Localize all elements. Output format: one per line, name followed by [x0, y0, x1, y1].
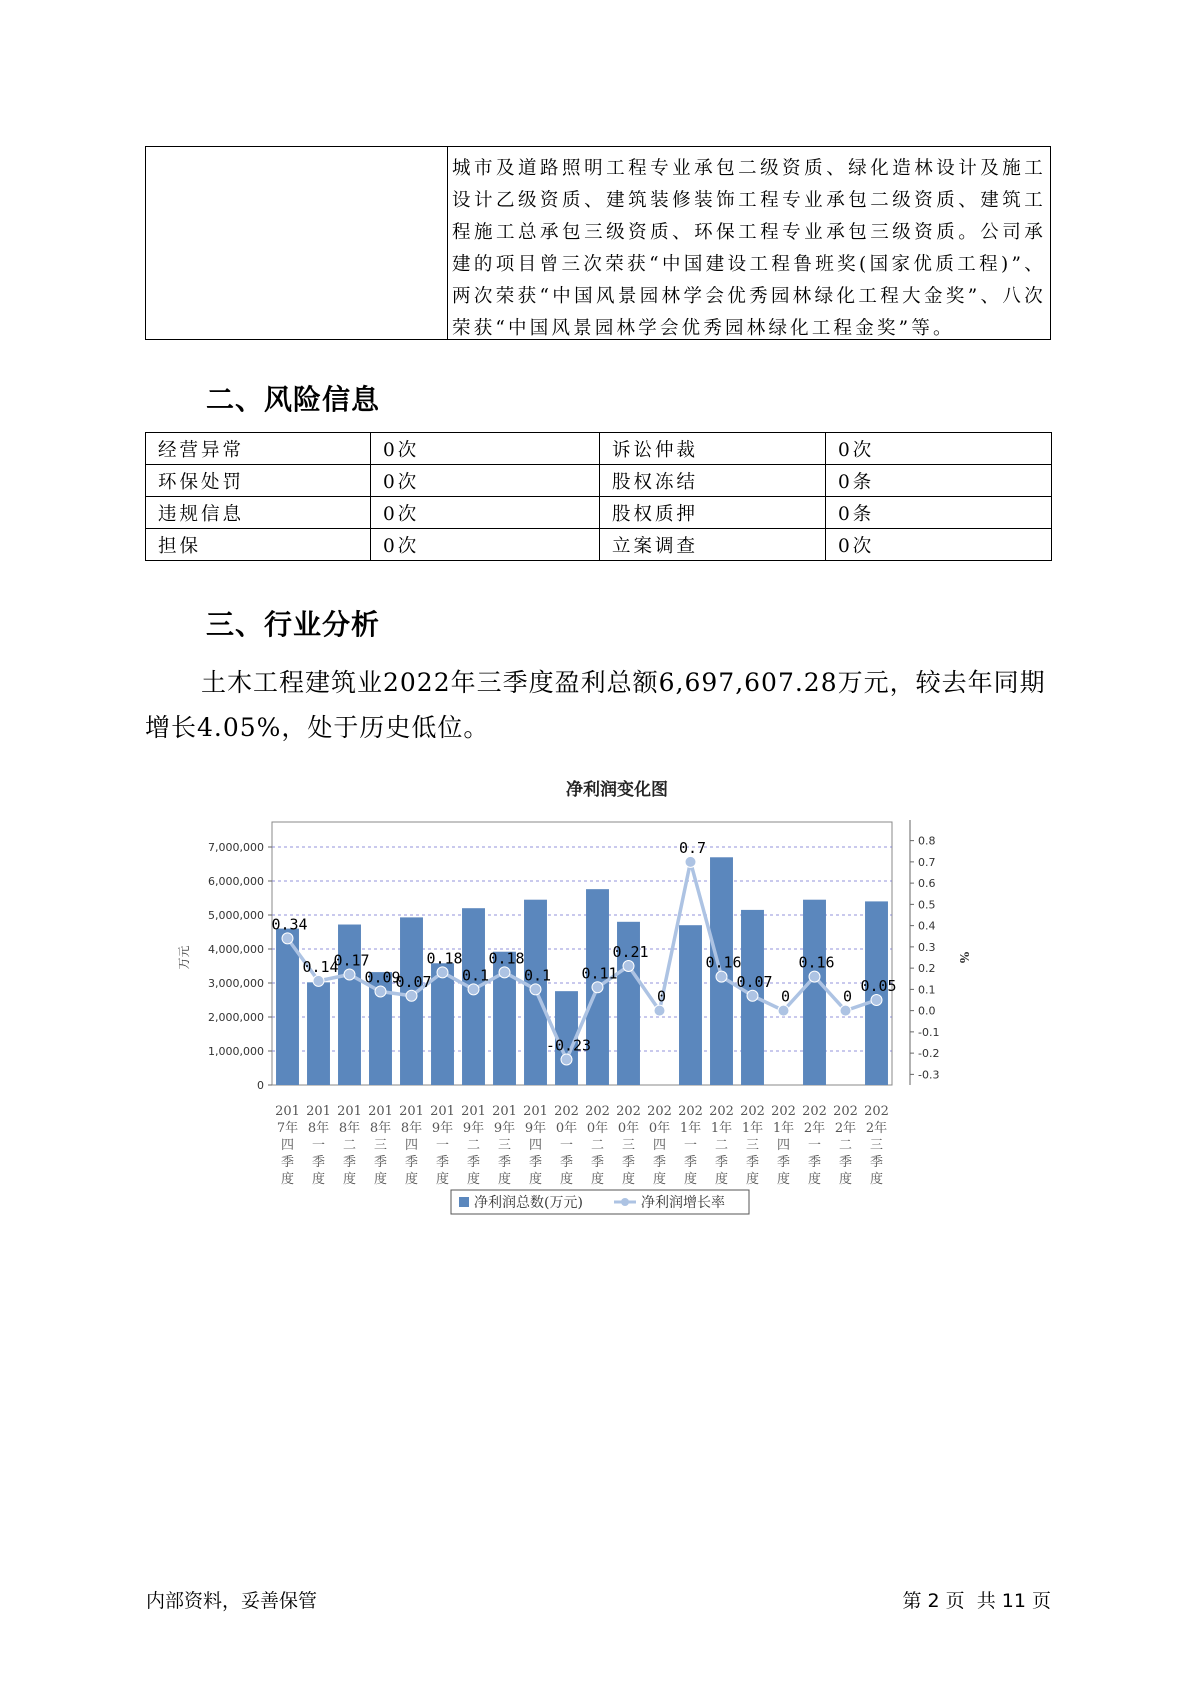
- x-tick-label: 202: [585, 1104, 610, 1119]
- risk-item-count: 0次: [826, 529, 1052, 561]
- x-tick-label: 季: [776, 1155, 791, 1170]
- x-tick-label: 季: [342, 1155, 357, 1170]
- x-tick-label: 202: [709, 1104, 734, 1119]
- x-tick-label: 201: [275, 1104, 300, 1119]
- y-right-tick-label: -0.3: [918, 1068, 940, 1082]
- x-tick-label: 四: [280, 1138, 295, 1153]
- qualification-table-text-cell: 城市及道路照明工程专业承包二级资质、绿化造林设计及施工设计乙级资质、建筑装修装饰工程专业承包二级资质、建筑工程施工总承包三级资质、环保工程专业承包三级资质。公司承建的项目曾三次荣获“中国建设工程鲁班奖(国家优质工程)”、两次荣获“中国风景园林学会优秀园林绿化工程大金奖”、八次荣获“中国风景园林学会优秀园林绿化工程金奖”等。: [452, 158, 1046, 339]
- risk-row: [146, 497, 1052, 529]
- section-title-risk: 二、风险信息: [206, 383, 381, 416]
- industry-analysis-paragraph: 土木工程建筑业2022年三季度盈利总额6,697,607.28万元，较去年同期增长4.05%，处于历史低位。: [145, 668, 1046, 742]
- growth-point: [282, 933, 293, 944]
- bar: [338, 925, 361, 1085]
- x-tick-label: 201: [337, 1104, 362, 1119]
- growth-point: [313, 975, 324, 986]
- x-tick-label: 202: [616, 1104, 641, 1119]
- y-right-tick-label: 0.4: [918, 919, 936, 933]
- x-tick-label: 度: [404, 1172, 419, 1187]
- x-tick-label: 四: [404, 1138, 419, 1153]
- x-tick-label: 度: [838, 1172, 853, 1187]
- x-tick-label: 一: [435, 1138, 450, 1153]
- x-tick-label: 季: [838, 1155, 853, 1170]
- growth-label: 0.16: [705, 953, 742, 972]
- x-tick-label: 202: [554, 1104, 579, 1119]
- growth-label: 0.14: [302, 957, 339, 976]
- risk-row: [146, 529, 1052, 561]
- x-tick-label: 202: [740, 1104, 765, 1119]
- x-tick-label: 0年: [586, 1121, 609, 1136]
- x-tick-label: 度: [342, 1172, 357, 1187]
- risk-item-label: 诉讼仲裁: [600, 433, 826, 465]
- y-tick-label: 2,000,000: [208, 1011, 264, 1024]
- legend-bar-label: 净利润总数(万元): [474, 1195, 583, 1211]
- growth-point: [530, 984, 541, 995]
- growth-point: [778, 1005, 789, 1016]
- x-tick-label: 季: [714, 1155, 729, 1170]
- x-tick-label: 9年: [431, 1121, 454, 1136]
- x-tick-label: 0年: [555, 1121, 578, 1136]
- x-tick-label: 9年: [524, 1121, 547, 1136]
- x-tick-label: 202: [864, 1104, 889, 1119]
- x-tick-label: 8年: [400, 1121, 423, 1136]
- risk-item-count: 0次: [371, 433, 600, 465]
- x-tick-label: 2年: [865, 1121, 888, 1136]
- x-tick-label: 季: [311, 1155, 326, 1170]
- growth-point: [344, 969, 355, 980]
- section-title-industry: 三、行业分析: [206, 608, 381, 641]
- x-tick-label: 一: [683, 1138, 698, 1153]
- x-tick-label: 季: [559, 1155, 574, 1170]
- x-tick-label: 季: [590, 1155, 605, 1170]
- y-right-tick-label: 0.7: [918, 855, 936, 869]
- x-tick-label: 202: [802, 1104, 827, 1119]
- x-tick-label: 7年: [276, 1121, 299, 1136]
- x-tick-label: 9年: [493, 1121, 516, 1136]
- growth-label: 0.09: [364, 968, 401, 987]
- y-right-tick-label: 0.1: [918, 983, 936, 997]
- y-right-tick-label: -0.2: [918, 1047, 940, 1061]
- risk-item-label: 担保: [146, 529, 371, 561]
- x-tick-label: 度: [807, 1172, 822, 1187]
- x-tick-label: 季: [373, 1155, 388, 1170]
- x-tick-label: 8年: [338, 1121, 361, 1136]
- y-right-axis-title: %: [957, 951, 971, 964]
- growth-point: [406, 990, 417, 1001]
- growth-point: [685, 856, 696, 867]
- y-tick-label: 5,000,000: [208, 909, 264, 922]
- legend-line-label: 净利润增长率: [641, 1195, 725, 1211]
- growth-label: 0.1: [461, 966, 490, 985]
- y-right-tick-label: 0.2: [918, 962, 936, 976]
- y-right-tick-label: 0.8: [918, 834, 936, 848]
- x-tick-label: 度: [714, 1172, 729, 1187]
- x-tick-label: 度: [652, 1172, 667, 1187]
- x-tick-label: 度: [435, 1172, 450, 1187]
- growth-label: 0: [780, 987, 791, 1006]
- x-tick-label: 二: [590, 1138, 605, 1153]
- x-tick-label: 9年: [462, 1121, 485, 1136]
- x-tick-label: 201: [523, 1104, 548, 1119]
- risk-item-label: 违规信息: [146, 497, 371, 529]
- growth-label: 0.16: [798, 953, 835, 972]
- x-tick-label: 季: [497, 1155, 512, 1170]
- growth-label: 0: [656, 987, 667, 1006]
- risk-item-label: 经营异常: [146, 433, 371, 465]
- legend-line-marker: [621, 1198, 629, 1206]
- net-profit-chart: [160, 770, 1040, 1235]
- growth-point: [840, 1005, 851, 1016]
- x-tick-label: 季: [683, 1155, 698, 1170]
- growth-label: 0: [842, 987, 853, 1006]
- x-tick-label: 8年: [307, 1121, 330, 1136]
- growth-label: 0.7: [678, 838, 707, 857]
- x-tick-label: 三: [497, 1138, 512, 1153]
- growth-point: [747, 990, 758, 1001]
- growth-label: 0.21: [612, 943, 649, 961]
- growth-point: [623, 961, 634, 972]
- y-tick-label: 1,000,000: [208, 1045, 264, 1058]
- x-tick-label: 二: [714, 1138, 729, 1153]
- x-tick-label: 季: [652, 1155, 667, 1170]
- bar: [679, 925, 702, 1085]
- x-tick-label: 201: [492, 1104, 517, 1119]
- x-tick-label: 度: [466, 1172, 481, 1187]
- footer-confidential: 内部资料，妥善保管: [146, 1590, 318, 1612]
- bar: [431, 963, 454, 1085]
- y-right-tick-label: 0.0: [918, 1004, 936, 1018]
- x-tick-label: 季: [435, 1155, 450, 1170]
- x-tick-label: 季: [621, 1155, 636, 1170]
- x-tick-label: 1年: [741, 1121, 764, 1136]
- risk-item-count: 0次: [371, 529, 600, 561]
- growth-point: [499, 967, 510, 978]
- risk-item-count: 0次: [826, 433, 1052, 465]
- x-tick-label: 季: [466, 1155, 481, 1170]
- growth-point: [809, 971, 820, 982]
- x-tick-label: 季: [404, 1155, 419, 1170]
- growth-point: [561, 1054, 572, 1065]
- x-tick-label: 三: [745, 1138, 760, 1153]
- legend-bar-swatch: [459, 1197, 469, 1207]
- x-tick-label: 202: [771, 1104, 796, 1119]
- x-tick-label: 2年: [834, 1121, 857, 1136]
- risk-item-count: 0条: [826, 465, 1052, 497]
- risk-item-label: 环保处罚: [146, 465, 371, 497]
- risk-item-count: 0次: [371, 497, 600, 529]
- x-tick-label: 四: [776, 1138, 791, 1153]
- x-tick-label: 201: [399, 1104, 424, 1119]
- x-tick-label: 二: [342, 1138, 357, 1153]
- x-tick-label: 四: [652, 1138, 667, 1153]
- x-tick-label: 1年: [679, 1121, 702, 1136]
- x-tick-label: 一: [807, 1138, 822, 1153]
- growth-label: 0.17: [333, 951, 370, 970]
- x-tick-label: 0年: [617, 1121, 640, 1136]
- x-tick-label: 度: [559, 1172, 574, 1187]
- x-tick-label: 一: [559, 1138, 574, 1153]
- y-tick-label: 7,000,000: [208, 841, 264, 854]
- growth-label: 0.05: [860, 977, 897, 995]
- x-tick-label: 8年: [369, 1121, 392, 1136]
- x-tick-label: 2年: [803, 1121, 826, 1136]
- x-tick-label: 1年: [710, 1121, 733, 1136]
- x-tick-label: 季: [280, 1155, 295, 1170]
- growth-point: [871, 995, 882, 1006]
- x-tick-label: 度: [621, 1172, 636, 1187]
- growth-label: 0.1: [523, 966, 552, 985]
- growth-label: 0.34: [271, 915, 308, 934]
- x-tick-label: 季: [869, 1155, 884, 1170]
- risk-info-table: [145, 432, 1052, 561]
- x-tick-label: 二: [466, 1138, 481, 1153]
- risk-item-label: 立案调查: [600, 529, 826, 561]
- x-tick-label: 度: [776, 1172, 791, 1187]
- footer-page-number: 第 2 页 共 11 页: [902, 1590, 1051, 1612]
- x-tick-label: 三: [373, 1138, 388, 1153]
- x-tick-label: 三: [621, 1138, 636, 1153]
- y-tick-label: 3,000,000: [208, 977, 264, 990]
- growth-label: 0.07: [395, 972, 432, 991]
- x-tick-label: 度: [528, 1172, 543, 1187]
- x-tick-label: 度: [745, 1172, 760, 1187]
- qualification-table: [145, 146, 1051, 340]
- x-tick-label: 四: [528, 1138, 543, 1153]
- growth-point: [592, 982, 603, 993]
- x-tick-label: 202: [678, 1104, 703, 1119]
- x-tick-label: 一: [311, 1138, 326, 1153]
- x-tick-label: 201: [461, 1104, 486, 1119]
- y-axis-title: 万元: [177, 945, 191, 970]
- x-tick-label: 度: [373, 1172, 388, 1187]
- x-tick-label: 度: [683, 1172, 698, 1187]
- x-tick-label: 0年: [648, 1121, 671, 1136]
- x-tick-label: 季: [528, 1155, 543, 1170]
- growth-label: -0.23: [545, 1036, 592, 1055]
- growth-point: [375, 986, 386, 997]
- risk-item-label: 股权冻结: [600, 465, 826, 497]
- growth-label: 0.18: [488, 949, 525, 968]
- y-right-tick-label: -0.1: [918, 1025, 940, 1039]
- y-right-tick-label: 0.3: [918, 940, 936, 954]
- growth-point: [716, 971, 727, 982]
- y-right-tick-label: 0.5: [918, 898, 936, 912]
- bar: [462, 908, 485, 1085]
- risk-row: [146, 433, 1052, 465]
- bar: [307, 982, 330, 1085]
- growth-point: [654, 1005, 665, 1016]
- x-tick-label: 度: [590, 1172, 605, 1187]
- risk-item-count: 0条: [826, 497, 1052, 529]
- x-tick-label: 季: [745, 1155, 760, 1170]
- growth-point: [468, 984, 479, 995]
- growth-point: [437, 967, 448, 978]
- x-tick-label: 度: [280, 1172, 295, 1187]
- x-tick-label: 季: [807, 1155, 822, 1170]
- x-tick-label: 202: [833, 1104, 858, 1119]
- x-tick-label: 度: [311, 1172, 326, 1187]
- risk-item-label: 股权质押: [600, 497, 826, 529]
- x-tick-label: 202: [647, 1104, 672, 1119]
- growth-label: 0.11: [581, 964, 618, 983]
- chart-title: 净利润变化图: [566, 780, 668, 800]
- growth-label: 0.07: [736, 972, 773, 991]
- x-tick-label: 201: [306, 1104, 331, 1119]
- x-tick-label: 度: [869, 1172, 884, 1187]
- y-right-tick-label: 0.6: [918, 877, 936, 891]
- x-tick-label: 201: [430, 1104, 455, 1119]
- bar: [803, 900, 826, 1085]
- y-tick-label: 0: [257, 1079, 264, 1092]
- x-tick-label: 二: [838, 1138, 853, 1153]
- y-tick-label: 6,000,000: [208, 875, 264, 888]
- risk-item-count: 0次: [371, 465, 600, 497]
- x-tick-label: 1年: [772, 1121, 795, 1136]
- x-tick-label: 度: [497, 1172, 512, 1187]
- y-tick-label: 4,000,000: [208, 943, 264, 956]
- x-tick-label: 三: [869, 1138, 884, 1153]
- risk-row: [146, 465, 1052, 497]
- growth-label: 0.18: [426, 949, 463, 968]
- x-tick-label: 201: [368, 1104, 393, 1119]
- qualification-table-label-cell: [146, 147, 448, 339]
